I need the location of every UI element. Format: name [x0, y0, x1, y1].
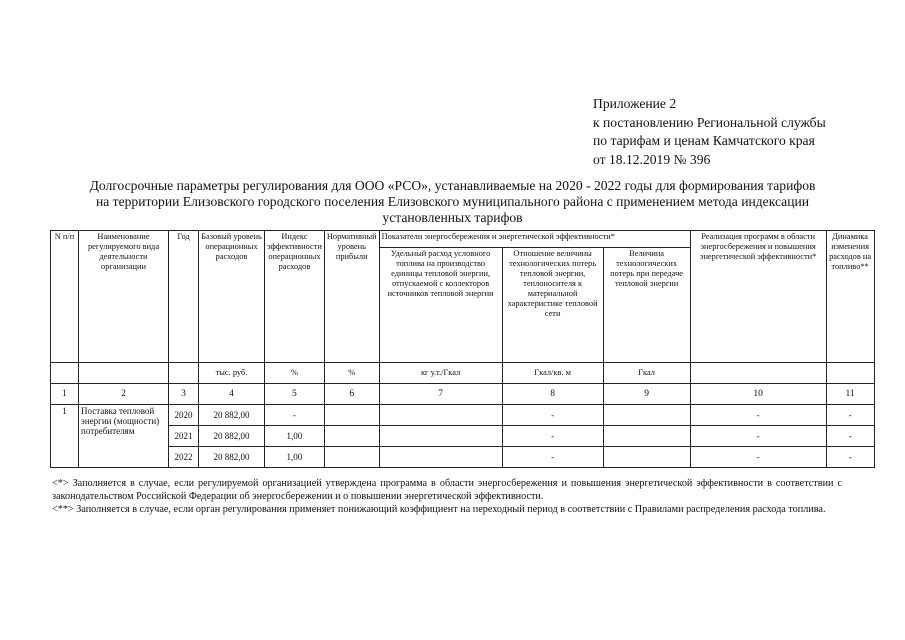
unit-loss-value: Гкал: [603, 363, 690, 384]
row-loss-ratio: -: [502, 426, 603, 447]
header-fuel: Удельный расход условного топлива на производство единицы тепловой энергии, отпускаемой с коллекторов источников тепловой энергии: [379, 248, 502, 363]
row-year: 2020: [169, 405, 199, 426]
row-dynamics: -: [826, 405, 874, 426]
title-line-2: на территории Елизовского городского поселения Елизовского муниципального района с применением метода индексации: [95, 194, 810, 209]
col-number: 8: [502, 384, 603, 405]
unit-base: тыс. руб.: [199, 363, 265, 384]
row-num: 1: [51, 405, 79, 468]
header-num: N п/п: [51, 231, 79, 363]
title-line-1: Долгосрочные параметры регулирования для ООО «РСО», устанавливаемые на 2020 - 2022 годы для формирования тарифов: [89, 178, 816, 193]
header-year: Год: [169, 231, 199, 363]
header-energy-group: Показатели энергосбережения и энергетической эффективности*: [379, 231, 690, 248]
row-programs: -: [690, 405, 826, 426]
row-profit: [324, 405, 379, 426]
title-line-3: установленных тарифов: [382, 210, 523, 225]
footnote-1: <*> Заполняется в случае, если регулируемой организацией утверждена программа в области энергосбережения и повышения энергетической эффективности в соответствии с законодательством Российской Федерации об энергосбережении и о повышении энергетической эффективности.: [52, 478, 842, 502]
col-number: 11: [826, 384, 874, 405]
appendix-line-3: по тарифам и ценам Камчатского края: [593, 133, 815, 148]
header-loss-value: Величина технологических потерь при передаче тепловой энергии: [603, 248, 690, 363]
unit-loss-ratio: Гкал/кв. м: [502, 363, 603, 384]
col-number: 5: [265, 384, 325, 405]
col-number: 1: [51, 384, 79, 405]
row-programs: -: [690, 447, 826, 468]
row-index: -: [265, 405, 325, 426]
header-dynamics: Динамика изменения расходов на топливо**: [826, 231, 874, 363]
row-index: 1,00: [265, 426, 325, 447]
col-number: 6: [324, 384, 379, 405]
header-profit: Нормативный уровень прибыли: [324, 231, 379, 363]
header-index: Индекс эффективности операционных расходов: [265, 231, 325, 363]
row-loss-value: [603, 426, 690, 447]
row-dynamics: -: [826, 447, 874, 468]
footnote-2: <**> Заполняется в случае, если орган регулирования применяет понижающий коэффициент на переходный период в соответствии с Правилами распределения расхода топлива.: [52, 504, 826, 515]
row-fuel: [379, 405, 502, 426]
footnotes: [52, 477, 842, 516]
col-number: 9: [603, 384, 690, 405]
header-programs: Реализация программ в области энергосбережения и повышения энергетической эффективности*: [690, 231, 826, 363]
row-index: 1,00: [265, 447, 325, 468]
appendix-line-1: Приложение 2: [593, 96, 677, 111]
row-base: 20 882,00: [199, 405, 265, 426]
header-loss-ratio: Отношение величины технологических потерь тепловой энергии, теплоносителя к материальной характеристике тепловой сети: [502, 248, 603, 363]
table-row: [51, 426, 875, 447]
appendix-line-2: к постановлению Региональной службы: [593, 114, 826, 130]
row-base: 20 882,00: [199, 426, 265, 447]
row-dynamics: -: [826, 426, 874, 447]
row-loss-ratio: -: [502, 405, 603, 426]
row-year: 2022: [169, 447, 199, 468]
row-loss-value: [603, 447, 690, 468]
table-row: [51, 447, 875, 468]
header-name: Наименование регулируемого вида деятельности организации: [79, 231, 169, 363]
row-loss-value: [603, 405, 690, 426]
row-activity-name: Поставка тепловой энергии (мощности) потребителям: [79, 405, 169, 468]
units-row: [51, 363, 875, 384]
col-number: 10: [690, 384, 826, 405]
col-number: 7: [379, 384, 502, 405]
header-base: Базовый уровень операционных расходов: [199, 231, 265, 363]
document-title: [20, 178, 885, 226]
header-row-1: [51, 231, 875, 248]
unit-profit: %: [324, 363, 379, 384]
col-number: 2: [79, 384, 169, 405]
table-row: [51, 405, 875, 426]
row-fuel: [379, 447, 502, 468]
row-year: 2021: [169, 426, 199, 447]
col-number: 4: [199, 384, 265, 405]
row-base: 20 882,00: [199, 447, 265, 468]
appendix-line-4: от 18.12.2019 № 396: [593, 151, 711, 167]
col-number: 3: [169, 384, 199, 405]
row-profit: [324, 447, 379, 468]
parameters-table: [50, 230, 875, 468]
column-numbers-row: [51, 384, 875, 405]
row-loss-ratio: -: [502, 447, 603, 468]
unit-index: %: [265, 363, 325, 384]
row-fuel: [379, 426, 502, 447]
row-programs: -: [690, 426, 826, 447]
unit-fuel: кг у.т./Гкал: [379, 363, 502, 384]
appendix-header: [593, 95, 826, 169]
row-profit: [324, 426, 379, 447]
